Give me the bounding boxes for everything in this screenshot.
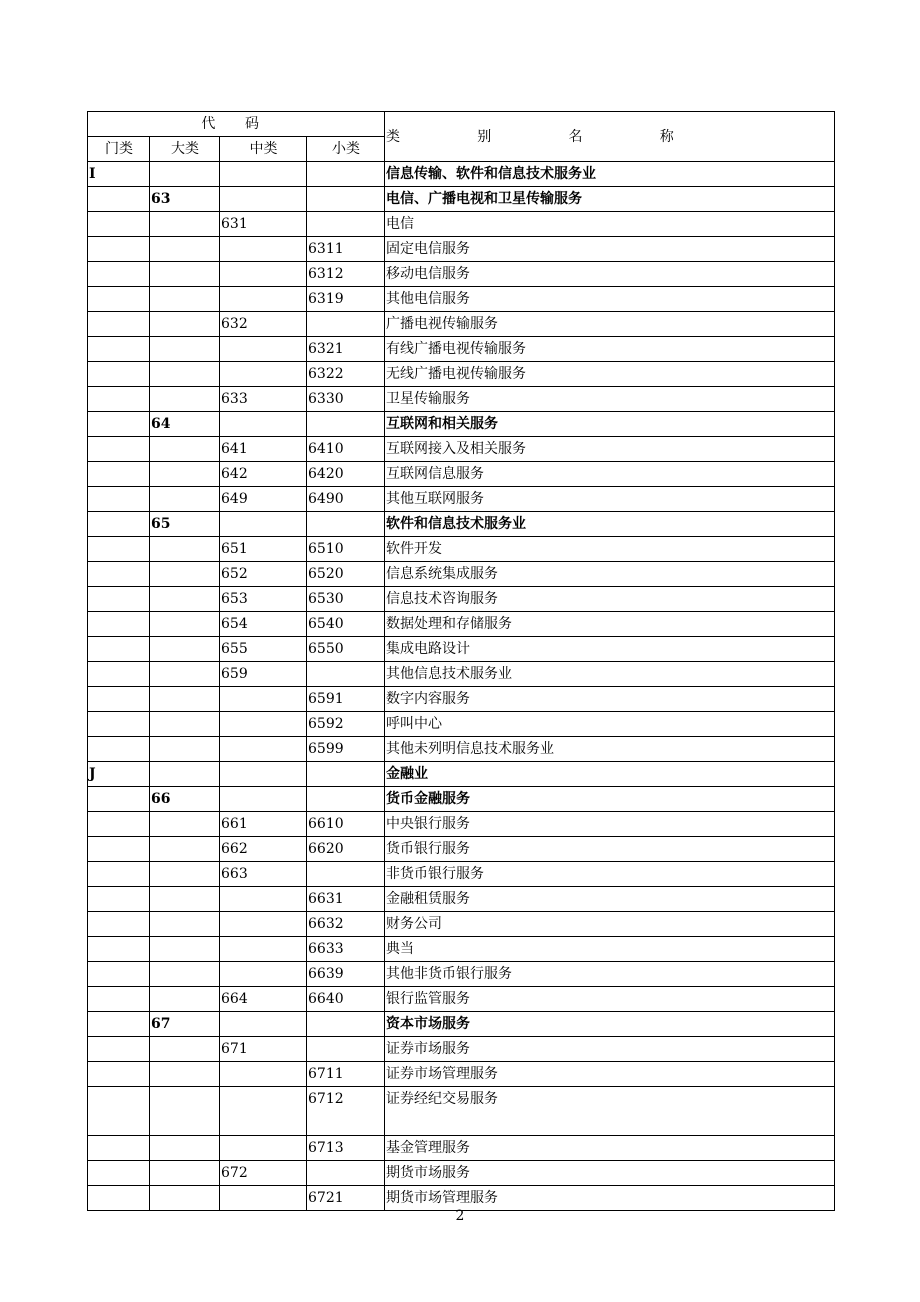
table-row: [88, 387, 835, 412]
category-name-cell: 非货币银行服务: [385, 862, 835, 887]
da-code-cell: [150, 362, 220, 387]
xiao-code-cell: 6490: [307, 487, 385, 512]
xiao-code-cell: [307, 162, 385, 187]
da-code-cell: [150, 262, 220, 287]
da-code-cell: [150, 212, 220, 237]
da-code-cell: [150, 387, 220, 412]
zhong-code-cell: [220, 912, 307, 937]
table-row: [88, 637, 835, 662]
table-row: [88, 787, 835, 812]
category-name-cell: 广播电视传输服务: [385, 312, 835, 337]
xiao-code-cell: 6550: [307, 637, 385, 662]
zhong-code-cell: [220, 762, 307, 787]
category-name-cell: 互联网信息服务: [385, 462, 835, 487]
da-code-cell: [150, 437, 220, 462]
da-code-cell: [150, 762, 220, 787]
da-code-cell: [150, 1037, 220, 1062]
men-code-cell: [88, 1012, 150, 1037]
da-code-cell: [150, 287, 220, 312]
xiao-code-cell: [307, 412, 385, 437]
zhong-code-cell: 661: [220, 812, 307, 837]
category-name-cell: 财务公司: [385, 912, 835, 937]
category-name-cell: 信息传输、软件和信息技术服务业: [385, 162, 835, 187]
xiao-code-cell: 6632: [307, 912, 385, 937]
xiao-code-cell: 6711: [307, 1062, 385, 1087]
xiao-code-cell: [307, 512, 385, 537]
table-row: [88, 987, 835, 1012]
col-header-xiao: 小类: [307, 137, 385, 162]
xiao-code-cell: 6510: [307, 537, 385, 562]
category-name-cell: 软件和信息技术服务业: [385, 512, 835, 537]
da-code-cell: [150, 812, 220, 837]
men-code-cell: [88, 337, 150, 362]
category-name-cell: 货币银行服务: [385, 837, 835, 862]
da-code-cell: [150, 337, 220, 362]
category-name-cell: 数字内容服务: [385, 687, 835, 712]
zhong-code-cell: [220, 937, 307, 962]
zhong-code-cell: 642: [220, 462, 307, 487]
zhong-code-cell: 663: [220, 862, 307, 887]
classification-table: [87, 111, 835, 1211]
table-row: [88, 1136, 835, 1161]
da-code-cell: [150, 612, 220, 637]
da-code-cell: [150, 687, 220, 712]
men-code-cell: [88, 562, 150, 587]
table-row: [88, 262, 835, 287]
da-code-cell: [150, 887, 220, 912]
table-row: [88, 687, 835, 712]
category-name-cell: 其他未列明信息技术服务业: [385, 737, 835, 762]
table-row: [88, 862, 835, 887]
category-name-header: 类 别 名 称: [385, 112, 835, 162]
page-number: 2: [455, 1208, 465, 1224]
table-row: [88, 1161, 835, 1186]
category-name-cell: 软件开发: [385, 537, 835, 562]
category-name-cell: 固定电信服务: [385, 237, 835, 262]
men-code-cell: [88, 987, 150, 1012]
category-name-cell: 典当: [385, 937, 835, 962]
table-row: [88, 287, 835, 312]
men-code-cell: [88, 262, 150, 287]
zhong-code-cell: [220, 1012, 307, 1037]
zhong-code-cell: 671: [220, 1037, 307, 1062]
da-code-cell: [150, 937, 220, 962]
table-row: [88, 562, 835, 587]
table-row: [88, 662, 835, 687]
da-code-cell: [150, 1136, 220, 1161]
table-row: [88, 812, 835, 837]
men-code-cell: [88, 787, 150, 812]
zhong-code-cell: [220, 337, 307, 362]
da-code-cell: 65: [150, 512, 220, 537]
zhong-code-cell: 632: [220, 312, 307, 337]
men-code-cell: [88, 962, 150, 987]
table-row: [88, 187, 835, 212]
category-name-cell: 证券市场服务: [385, 1037, 835, 1062]
men-code-cell: [88, 887, 150, 912]
category-name-cell: 集成电路设计: [385, 637, 835, 662]
category-name-cell: 移动电信服务: [385, 262, 835, 287]
zhong-code-cell: 649: [220, 487, 307, 512]
zhong-code-cell: [220, 962, 307, 987]
men-code-cell: [88, 637, 150, 662]
xiao-code-cell: 6530: [307, 587, 385, 612]
zhong-code-cell: [220, 262, 307, 287]
men-code-cell: [88, 437, 150, 462]
xiao-code-cell: 6420: [307, 462, 385, 487]
zhong-code-cell: [220, 362, 307, 387]
men-code-cell: [88, 1136, 150, 1161]
table-row: [88, 837, 835, 862]
table-row: [88, 487, 835, 512]
table-row: [88, 437, 835, 462]
da-code-cell: [150, 312, 220, 337]
xiao-code-cell: [307, 212, 385, 237]
table-row: [88, 462, 835, 487]
zhong-code-cell: [220, 1087, 307, 1136]
table-row: [88, 1012, 835, 1037]
da-code-cell: 64: [150, 412, 220, 437]
men-code-cell: [88, 837, 150, 862]
zhong-code-cell: [220, 737, 307, 762]
category-name-cell: 其他电信服务: [385, 287, 835, 312]
xiao-code-cell: [307, 862, 385, 887]
zhong-code-cell: [220, 162, 307, 187]
da-code-cell: [150, 237, 220, 262]
men-code-cell: [88, 862, 150, 887]
category-name-cell: 电信、广播电视和卫星传输服务: [385, 187, 835, 212]
xiao-code-cell: 6599: [307, 737, 385, 762]
category-name-cell: 无线广播电视传输服务: [385, 362, 835, 387]
category-name-cell: 互联网和相关服务: [385, 412, 835, 437]
zhong-code-cell: 651: [220, 537, 307, 562]
zhong-code-cell: 654: [220, 612, 307, 637]
xiao-code-cell: 6591: [307, 687, 385, 712]
zhong-code-cell: [220, 887, 307, 912]
category-name-cell: 其他互联网服务: [385, 487, 835, 512]
zhong-code-cell: [220, 787, 307, 812]
da-code-cell: [150, 837, 220, 862]
table-row: [88, 912, 835, 937]
da-code-cell: [150, 462, 220, 487]
zhong-code-cell: 664: [220, 987, 307, 1012]
da-code-cell: [150, 162, 220, 187]
table-row: [88, 537, 835, 562]
da-code-cell: [150, 537, 220, 562]
category-name-cell: 其他非货币银行服务: [385, 962, 835, 987]
table-row: [88, 737, 835, 762]
category-name-cell: 货币金融服务: [385, 787, 835, 812]
xiao-code-cell: 6540: [307, 612, 385, 637]
category-name-cell: 期货市场管理服务: [385, 1186, 835, 1211]
xiao-code-cell: [307, 1012, 385, 1037]
men-code-cell: [88, 362, 150, 387]
da-code-cell: [150, 662, 220, 687]
table-row: [88, 587, 835, 612]
xiao-code-cell: 6321: [307, 337, 385, 362]
zhong-code-cell: [220, 1062, 307, 1087]
men-code-cell: [88, 712, 150, 737]
zhong-code-cell: 631: [220, 212, 307, 237]
men-code-cell: [88, 812, 150, 837]
category-name-cell: 资本市场服务: [385, 1012, 835, 1037]
zhong-code-cell: [220, 1136, 307, 1161]
men-code-cell: [88, 237, 150, 262]
xiao-code-cell: 6713: [307, 1136, 385, 1161]
men-code-cell: [88, 512, 150, 537]
men-code-cell: [88, 912, 150, 937]
xiao-code-cell: 6410: [307, 437, 385, 462]
table-row: [88, 712, 835, 737]
da-code-cell: [150, 912, 220, 937]
xiao-code-cell: 6620: [307, 837, 385, 862]
category-name-cell: 证券市场管理服务: [385, 1062, 835, 1087]
col-header-men: 门类: [88, 137, 150, 162]
xiao-code-cell: [307, 1037, 385, 1062]
category-name-cell: 中央银行服务: [385, 812, 835, 837]
da-code-cell: [150, 862, 220, 887]
category-name-cell: 金融业: [385, 762, 835, 787]
da-code-cell: [150, 487, 220, 512]
col-header-zhong: 中类: [220, 137, 307, 162]
zhong-code-cell: 652: [220, 562, 307, 587]
classification-rows: [88, 162, 835, 1211]
zhong-code-cell: [220, 712, 307, 737]
da-code-cell: 67: [150, 1012, 220, 1037]
da-code-cell: [150, 1062, 220, 1087]
da-code-cell: 63: [150, 187, 220, 212]
men-code-cell: [88, 1186, 150, 1211]
xiao-code-cell: 6319: [307, 287, 385, 312]
xiao-code-cell: 6312: [307, 262, 385, 287]
da-code-cell: [150, 1087, 220, 1136]
table-row: [88, 337, 835, 362]
table-row: [88, 612, 835, 637]
xiao-code-cell: 6520: [307, 562, 385, 587]
xiao-code-cell: 6633: [307, 937, 385, 962]
table-row: [88, 162, 835, 187]
category-name-cell: 有线广播电视传输服务: [385, 337, 835, 362]
zhong-code-cell: 641: [220, 437, 307, 462]
col-header-da: 大类: [150, 137, 220, 162]
table-row: [88, 237, 835, 262]
men-code-cell: [88, 212, 150, 237]
xiao-code-cell: 6311: [307, 237, 385, 262]
category-name-cell: 期货市场服务: [385, 1161, 835, 1186]
category-name-cell: 数据处理和存储服务: [385, 612, 835, 637]
men-code-cell: [88, 537, 150, 562]
men-code-cell: [88, 612, 150, 637]
zhong-code-cell: 633: [220, 387, 307, 412]
xiao-code-cell: [307, 187, 385, 212]
zhong-code-cell: [220, 287, 307, 312]
xiao-code-cell: 6639: [307, 962, 385, 987]
zhong-code-cell: [220, 187, 307, 212]
category-name-cell: 互联网接入及相关服务: [385, 437, 835, 462]
xiao-code-cell: 6330: [307, 387, 385, 412]
men-code-cell: [88, 287, 150, 312]
table-row: [88, 512, 835, 537]
da-code-cell: [150, 587, 220, 612]
men-code-cell: [88, 737, 150, 762]
da-code-cell: [150, 712, 220, 737]
xiao-code-cell: [307, 1161, 385, 1186]
category-name-cell: 呼叫中心: [385, 712, 835, 737]
xiao-code-cell: [307, 787, 385, 812]
table-row: [88, 412, 835, 437]
category-name-cell: 证券经纪交易服务: [385, 1087, 835, 1136]
category-name-cell: 信息技术咨询服务: [385, 587, 835, 612]
category-name-cell: 卫星传输服务: [385, 387, 835, 412]
table-row: [88, 312, 835, 337]
xiao-code-cell: [307, 762, 385, 787]
header-row-top: [88, 112, 835, 137]
table-row: [88, 1186, 835, 1211]
da-code-cell: [150, 1161, 220, 1186]
table-row: [88, 1062, 835, 1087]
men-code-cell: [88, 462, 150, 487]
da-code-cell: [150, 637, 220, 662]
da-code-cell: 66: [150, 787, 220, 812]
da-code-cell: [150, 1186, 220, 1211]
zhong-code-cell: [220, 237, 307, 262]
table-row: [88, 937, 835, 962]
zhong-code-cell: 672: [220, 1161, 307, 1186]
zhong-code-cell: 659: [220, 662, 307, 687]
men-code-cell: I: [88, 162, 150, 187]
men-code-cell: [88, 587, 150, 612]
da-code-cell: [150, 562, 220, 587]
men-code-cell: [88, 662, 150, 687]
zhong-code-cell: [220, 412, 307, 437]
men-code-cell: [88, 1161, 150, 1186]
men-code-cell: [88, 1037, 150, 1062]
men-code-cell: [88, 687, 150, 712]
men-code-cell: [88, 187, 150, 212]
table-row: [88, 362, 835, 387]
code-group-header: 代 码: [88, 112, 385, 137]
category-name-cell: 银行监管服务: [385, 987, 835, 1012]
zhong-code-cell: [220, 512, 307, 537]
men-code-cell: [88, 487, 150, 512]
table-row: [88, 887, 835, 912]
xiao-code-cell: 6631: [307, 887, 385, 912]
men-code-cell: [88, 312, 150, 337]
xiao-code-cell: [307, 662, 385, 687]
da-code-cell: [150, 987, 220, 1012]
da-code-cell: [150, 962, 220, 987]
category-name-cell: 信息系统集成服务: [385, 562, 835, 587]
men-code-cell: [88, 387, 150, 412]
men-code-cell: [88, 412, 150, 437]
category-name-cell: 基金管理服务: [385, 1136, 835, 1161]
zhong-code-cell: [220, 1186, 307, 1211]
table-row: [88, 212, 835, 237]
category-name-cell: 电信: [385, 212, 835, 237]
table-row: [88, 1087, 835, 1136]
zhong-code-cell: [220, 687, 307, 712]
men-code-cell: [88, 1062, 150, 1087]
zhong-code-cell: 653: [220, 587, 307, 612]
category-name-cell: 其他信息技术服务业: [385, 662, 835, 687]
table-row: [88, 1037, 835, 1062]
category-name-cell: 金融租赁服务: [385, 887, 835, 912]
men-code-cell: J: [88, 762, 150, 787]
men-code-cell: [88, 1087, 150, 1136]
zhong-code-cell: 655: [220, 637, 307, 662]
xiao-code-cell: [307, 312, 385, 337]
xiao-code-cell: 6721: [307, 1186, 385, 1211]
table-row: [88, 962, 835, 987]
zhong-code-cell: 662: [220, 837, 307, 862]
xiao-code-cell: 6712: [307, 1087, 385, 1136]
xiao-code-cell: 6322: [307, 362, 385, 387]
xiao-code-cell: 6610: [307, 812, 385, 837]
da-code-cell: [150, 737, 220, 762]
men-code-cell: [88, 937, 150, 962]
xiao-code-cell: 6640: [307, 987, 385, 1012]
xiao-code-cell: 6592: [307, 712, 385, 737]
table-row: [88, 762, 835, 787]
